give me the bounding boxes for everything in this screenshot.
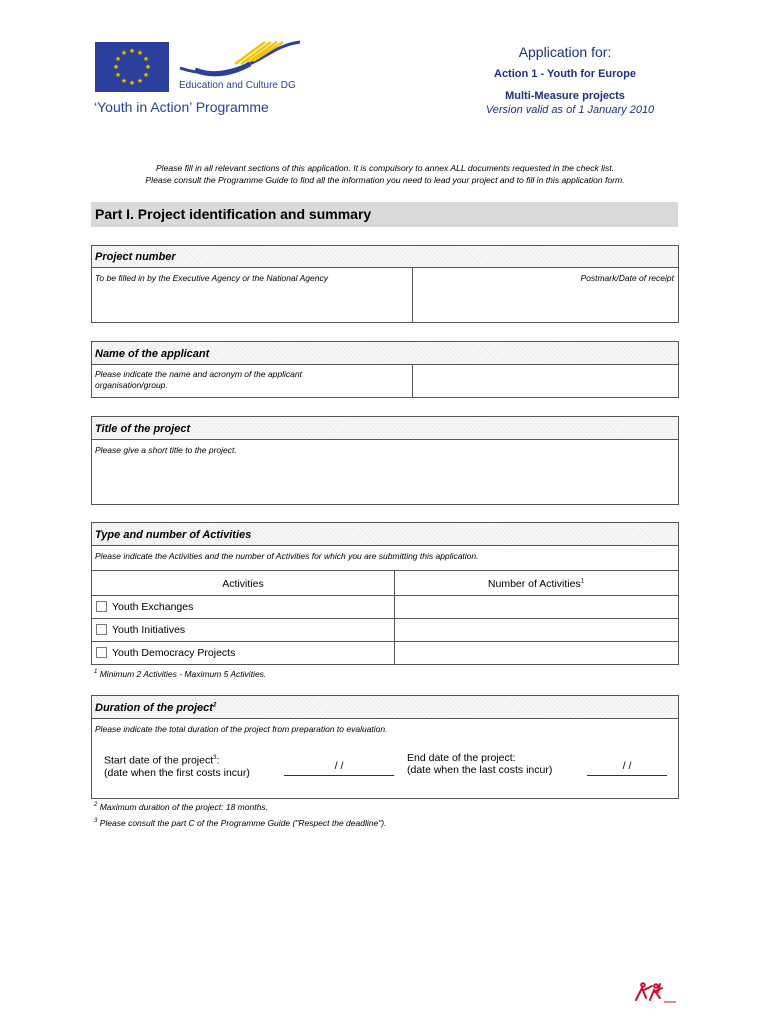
programme-name: ‘Youth in Action’ Programme [94,99,269,115]
project-number-title: Project number [95,251,176,263]
applicant-name-field[interactable] [413,365,677,397]
youth-democracy-count-field[interactable] [395,642,677,664]
start-date-line [104,752,250,767]
svg-text:★: ★ [136,77,144,85]
intro-text [80,162,690,186]
youth-democracy-label: Youth Democracy Projects [112,647,236,659]
svg-text:★: ★ [114,55,122,63]
part-title: Part I. Project identification and summary [95,206,372,222]
duration-note: Please indicate the total duration of the project from preparation to evaluation. [95,724,388,734]
youth-initiatives-count-field[interactable] [395,619,677,641]
youth-exchanges-count-field[interactable] [395,596,677,618]
start-date-colon: : [216,754,220,767]
duration-footnote-3 [94,818,386,828]
svg-text:★: ★ [120,77,128,85]
intro-line-2: Please consult the Programme Guide to find all the information you need to lead your project and to fill in this application form. [145,175,625,185]
postmark-note: Postmark/Date of receipt [580,273,674,283]
youth-exchanges-checkbox[interactable] [96,601,107,612]
version-note: Version valid as of 1 January 2010 [485,104,655,116]
project-title-heading: Title of the project [95,423,191,435]
svg-text:★: ★ [142,55,150,63]
footnote-mark: 2 [94,802,98,809]
footnote-ref: 1 [580,578,585,585]
divider [92,570,678,571]
activities-footnote-text: Minimum 2 Activities - Maximum 5 Activities. [99,669,267,679]
end-date-separator: / / [622,760,632,772]
applicant-note [95,369,302,391]
duration-section [91,695,679,799]
svg-text:★: ★ [120,49,128,57]
applicant-note-line-1: Please indicate the name and acronym of the applicant [95,369,302,379]
start-date-text: Start date of the project [104,754,214,767]
duration-footnote-2 [94,802,268,812]
eu-flag-logo [95,42,169,92]
col-number-header [394,578,678,590]
svg-text:★: ★ [136,49,144,57]
activities-title: Type and number of Activities [95,529,252,541]
duration-title-text: Duration of the project [95,702,213,714]
project-number-note: To be filled in by the Executive Agency or the National Agency [95,273,328,283]
svg-text:★: ★ [142,71,150,79]
project-number-section [91,245,679,323]
start-date-separator: / / [334,760,344,772]
youth-in-action-logo-icon [632,980,680,1006]
action-title: Action 1 - Youth for Europe [494,68,636,80]
footnote-mark: 3 [94,818,98,825]
start-date-field[interactable] [284,758,394,776]
svg-text:★: ★ [114,71,122,79]
youth-initiatives-label: Youth Initiatives [112,624,186,636]
activities-section [91,522,679,665]
applicant-section [91,341,679,398]
end-date-sub: (date when the last costs incur) [407,764,553,776]
activities-footnote [94,669,266,679]
end-date-text: End date of the project: [407,752,516,764]
end-date-field[interactable] [587,758,667,776]
applicant-title: Name of the applicant [95,348,210,360]
start-date-label [104,752,250,779]
education-culture-logo-icon [175,38,305,82]
col-activities-header: Activities [222,578,264,590]
project-title-section [91,416,679,505]
project-title-note: Please give a short title to the project. [95,445,237,455]
svg-text:★: ★ [128,47,136,55]
svg-text:★: ★ [144,63,152,71]
duration-title [95,702,216,714]
footnote-ref: 3 [213,755,217,761]
duration-footnote-2-text: Maximum duration of the project: 18 months. [99,802,268,812]
applicant-note-line-2: organisation/group. [95,380,168,390]
project-type: Multi-Measure projects [505,90,625,102]
intro-line-1: Please fill in all relevant sections of this application. It is compulsory to annex ALL documents requested in the check list. [155,163,615,173]
end-date-label [407,752,552,776]
svg-text:★: ★ [128,79,136,87]
dg-name: Education and Culture DG [179,80,296,91]
application-for-title: Application for: [518,44,612,60]
activities-note: Please indicate the Activities and the number of Activities for which you are submitting this application. [95,551,479,561]
project-number-header [92,246,678,268]
youth-exchanges-label: Youth Exchanges [112,601,194,613]
eu-stars-icon [95,42,169,92]
youth-democracy-checkbox[interactable] [96,647,107,658]
footnote-mark: 1 [94,669,98,676]
svg-text:★: ★ [112,63,120,71]
start-date-sub: (date when the first costs incur) [104,766,250,779]
youth-initiatives-checkbox[interactable] [96,624,107,635]
postmark-field[interactable] [413,286,677,322]
duration-footnote-3-text: Please consult the part C of the Programme Guide ("Respect the deadline"). [99,818,387,828]
col-number-label: Number of Activities [487,578,581,590]
footnote-ref: 2 [212,702,217,709]
project-title-field[interactable] [94,459,676,503]
